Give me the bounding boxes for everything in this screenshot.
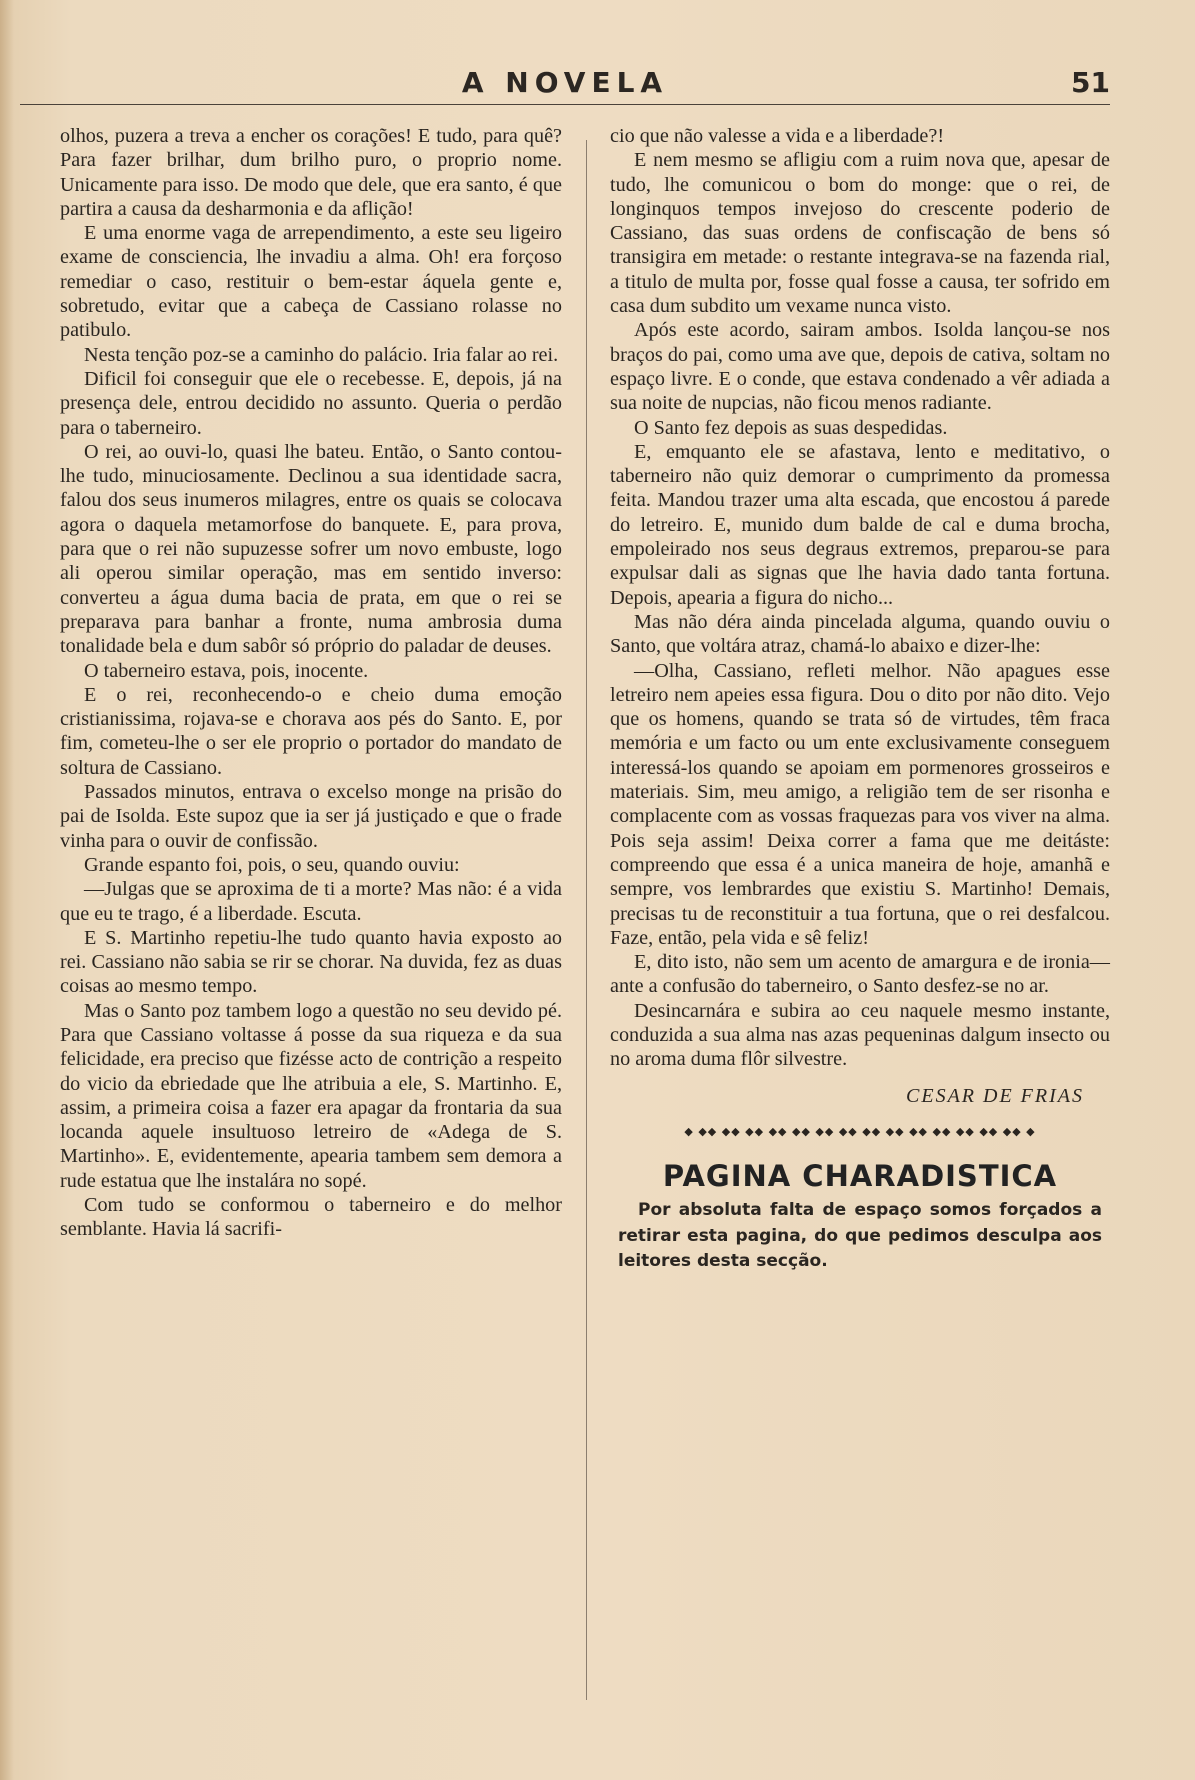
paragraph: O rei, ao ouvi-lo, quasi lhe bateu. Então, o Santo contou-lhe tudo, minuciosamente. Declinou a sua identidade sacra, falou dos seus inumeros milagres, entre os quais se colocava agora o daquela metamorfose do banquete. E, para prova, para que o rei não supuzesse sofrer um novo embuste, logo ali operou similar operação, mas em sentido inverso: converteu a água duma bacia de prata, em que o rei se preparava para banhar a fronte, numa ambrosia duma tonalidade bela e dum sabôr só próprio do paladar de deuses. [60,440,562,658]
paragraph: E nem mesmo se afligiu com a ruim nova que, apesar de tudo, lhe comunicou o bom do monge: que o rei, de longinquos tempos invejoso do crescente poderio de Cassiano, das suas ordens de confiscação de bens só transigira em metade: o restante integrava-se na fazenda rial, a titulo de multa por, fosse qual fosse a causa, ter sofrido em casa dum subdito um vexame nunca visto. [610,149,1110,318]
paragraph: E o rei, reconhecendo-o e cheio duma emoção cristianissima, rojava-se e chorava aos pés do Santo. E, por fim, cometeu-lhe o ser ele proprio o portador do mandato de soltura de Cassiano. [60,683,562,779]
left-column [60,124,562,1242]
paragraph: E, dito isto, não sem um acento de amargura e de ironia—ante a confusão do taberneiro, o Santo desfez-se no ar. [610,951,1110,998]
paragraph: Mas o Santo poz tambem logo a questão no seu devido pé. Para que Cassiano voltasse á posse da sua riqueza e da sua felicidade, era preciso que fizésse acto de contrição a respeito do vicio da ebriedade que lhe atribuia a ele, S. Martinho. E, assim, a primeira coisa a fazer era apagar da frontaria da sua locanda aquele insultuoso letreiro de «Adega de S. Martinho». E, evidentemente, apearia tambem sem demora a rude estatua que lhe instalára no sopé. [60,999,562,1192]
paragraph: Após este acordo, sairam ambos. Isolda lançou-se nos braços do pai, como uma ave que, depois de cativa, soltam no espaço livre. E o conde, que estava condenado a vêr adiada a sua noite de nupcias, não ficou menos radiante. [610,319,1110,415]
running-header [20,66,1110,106]
paragraph: Passados minutos, entrava o excelso monge na prisão do pai de Isolda. Este supoz que ia ser já justiçado e que o frade vinha para o ouvir de confissão. [60,781,562,852]
magazine-title: A NOVELA [461,66,669,99]
section-notice: Por absoluta falta de espaço somos forçados a retirar esta pagina, do que pedimos desculpa aos leitores desta secção. [618,1200,1102,1272]
paragraph: —Julgas que se aproxima de ti a morte? Mas não: é a vida que eu te trago, é a liberdade. Escuta. [60,878,562,925]
right-column [610,124,1110,1292]
paragraph: E S. Martinho repetiu-lhe tudo quanto havia exposto ao rei. Cassiano não sabia se rir se chorar. Na duvida, fez as duas coisas ao mesmo tempo. [60,926,562,998]
paragraph: Grande espanto foi, pois, o seu, quando ouviu: [84,853,460,876]
paragraph: olhos, puzera a treva a encher os corações! E tudo, para quê? Para fazer brilhar, dum brilho puro, o proprio nome. Unicamente para isso. De modo que dele, que era santo, é que partira a causa da desharmonia e da aflição! [60,125,562,220]
page-binding-edge [0,0,14,1780]
paragraph: —Olha, Cassiano, refleti melhor. Não apagues esse letreiro nem apeies essa figura. Dou o dito por não dito. Vejo que os homens, quando se trata só de virtudes, têm fraca memória e um facto ou um ente exclusivamente conseguem interessá-los quando se apoiam em pormenores grosseiros e materiais. Sim, meu amigo, a religião tem de ser risonha e complacente com as vossas fraquezas para vos viver na alma. Pois seja assim! Deixa correr a fama que me deitáste: compreendo que essa é a unica maneira de hoje, amanhã e sempre, vos lembrardes que existiu S. Martinho! Demais, precisas tu de reconstituir a tua fortuna, que o rei desfalcou. Faze, então, pela vida e sê feliz! [610,659,1110,949]
paragraph: Nesta tenção poz-se a caminho do palácio. Iria falar ao rei. [84,343,559,366]
column-divider [586,140,587,1700]
header-rule [20,104,1110,105]
section-title: PAGINA CHARADISTICA [662,1159,1058,1194]
ornament-divider: ◆ ◆◆ ◆◆ ◆◆ ◆◆ ◆◆ ◆◆ ◆◆ ◆◆ ◆◆ ◆◆ ◆◆ ◆◆ ◆◆ ◆◆ ◆ [684,1124,1036,1138]
author-signature: CESAR DE FRIAS [906,1084,1084,1107]
paragraph: Com tudo se conformou o taberneiro e do melhor semblante. Havia lá sacrifi- [60,1194,562,1241]
paragraph: Dificil foi conseguir que ele o recebesse. E, depois, já na presença dele, entrou decidido no assunto. Queria o perdão para o taberneiro. [60,367,562,439]
paragraph: cio que não valesse a vida e a liberdade?! [610,125,945,147]
paragraph: Mas não déra ainda pincelada alguma, quando ouviu o Santo, que voltára atraz, chamá-lo abaixo e dizer-lhe: [610,610,1110,658]
paragraph: O Santo fez depois as suas despedidas. [634,416,948,439]
paragraph: O taberneiro estava, pois, inocente. [84,659,369,682]
paragraph: E, emquanto ele se afastava, lento e meditativo, o taberneiro não quiz demorar o cumprimento da promessa feita. Mandou trazer uma alta escada, que encostou á parede do letreiro. E, munido dum balde de cal e duma brocha, empoleirado nos seus degraus extremos, preparou-se para expulsar dali as signas que lhe havia dado tanta fortuna. Depois, apearia a figura do nicho... [610,440,1110,609]
page-number: 51 [1071,66,1110,99]
paragraph: Desincarnára e subira ao ceu naquele mesmo instante, conduzida a sua alma nas azas pequeninas dalgum insecto ou no aroma duma flôr silvestre. [610,999,1110,1071]
paragraph: E uma enorme vaga de arrependimento, a este seu ligeiro exame de consciencia, lhe invadiu a alma. Oh! era forçoso remediar o caso, restituir o bem-estar áquela gente e, sobretudo, evitar que a cabeça de Cassiano rolasse no patibulo. [60,222,562,342]
